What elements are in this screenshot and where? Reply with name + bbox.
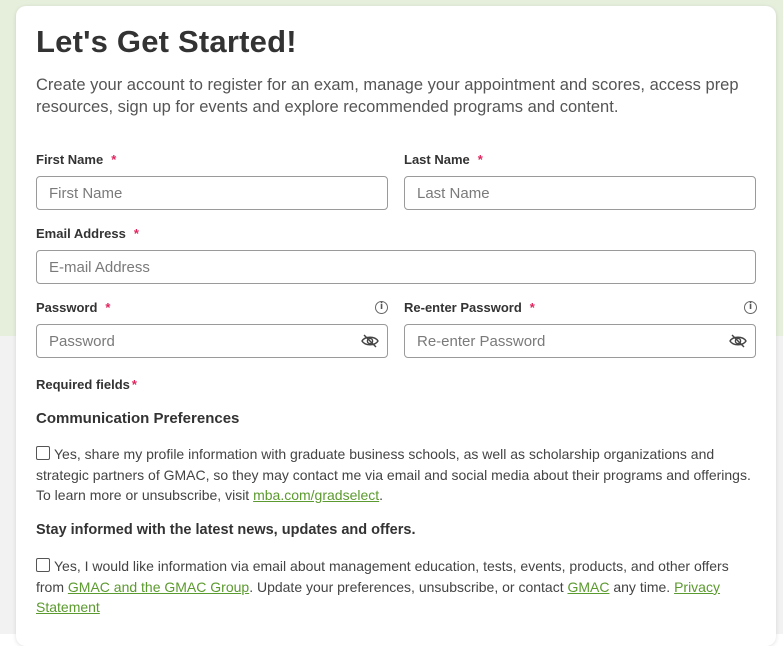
password-input[interactable] (36, 324, 388, 358)
share-consent-trail: . (379, 487, 384, 503)
first-name-label-text: First Name (36, 152, 104, 167)
intro-text: Create your account to register for an exam, manage your appointment and scores, access prep resources, sign up for events and explore recommended programs and content. (36, 76, 739, 116)
gradselect-link[interactable]: mba.com/gradselect (253, 487, 380, 503)
gmac-group-link[interactable]: GMAC and the GMAC Group (67, 578, 250, 595)
required-fields-text: Required fields (36, 377, 130, 392)
share-profile-consent-text (36, 444, 756, 506)
stay-informed-heading: Stay informed with the latest news, updates and offers. (36, 522, 416, 538)
required-star: * (105, 300, 111, 315)
last-name-input[interactable] (404, 176, 756, 210)
required-fields-note (36, 377, 137, 392)
gmac-contact-link[interactable]: GMAC (567, 578, 610, 595)
required-star: * (529, 300, 535, 315)
reenter-password-label-text: Re-enter Password (404, 300, 522, 315)
registration-card (16, 6, 776, 646)
password-info-icon[interactable]: i (375, 301, 388, 314)
required-star: * (477, 152, 483, 167)
email-label (36, 226, 139, 241)
share-consent-text: Yes, share my profile information with graduate business schools, as well as scholarship organizations and strategic partners of GMAC, so they may contact me via email and social media about their programs and offerings. To learn more or unsubscribe, visit (36, 446, 751, 503)
reenter-password-info-icon[interactable]: i (744, 301, 757, 314)
last-name-label-text: Last Name (404, 152, 470, 167)
first-name-label (36, 152, 116, 167)
required-star: * (133, 226, 139, 241)
reenter-password-label (404, 300, 535, 315)
email-input[interactable] (36, 250, 756, 284)
news-consent-text-1: Yes, I would like information via email about management education, tests, events, products, and other offers from (36, 558, 729, 595)
news-consent-text-3: any time. (609, 578, 675, 595)
first-name-input[interactable] (36, 176, 388, 210)
required-star: * (111, 152, 117, 167)
password-label (36, 300, 110, 315)
email-label-text: Email Address (36, 226, 126, 241)
news-consent-text-2: . Update your preferences, unsubscribe, or contact (249, 578, 568, 595)
eye-off-icon[interactable] (361, 334, 379, 348)
required-star: * (131, 377, 137, 392)
reenter-password-input[interactable] (404, 324, 756, 358)
news-consent-text (36, 556, 756, 618)
password-label-text: Password (36, 300, 98, 315)
last-name-label (404, 152, 483, 167)
privacy-statement-link[interactable]: Privacy Statement (36, 578, 720, 615)
page-title: Let's Get Started! (36, 24, 297, 59)
communication-preferences-heading: Communication Preferences (36, 410, 240, 427)
eye-off-icon[interactable] (729, 334, 747, 348)
